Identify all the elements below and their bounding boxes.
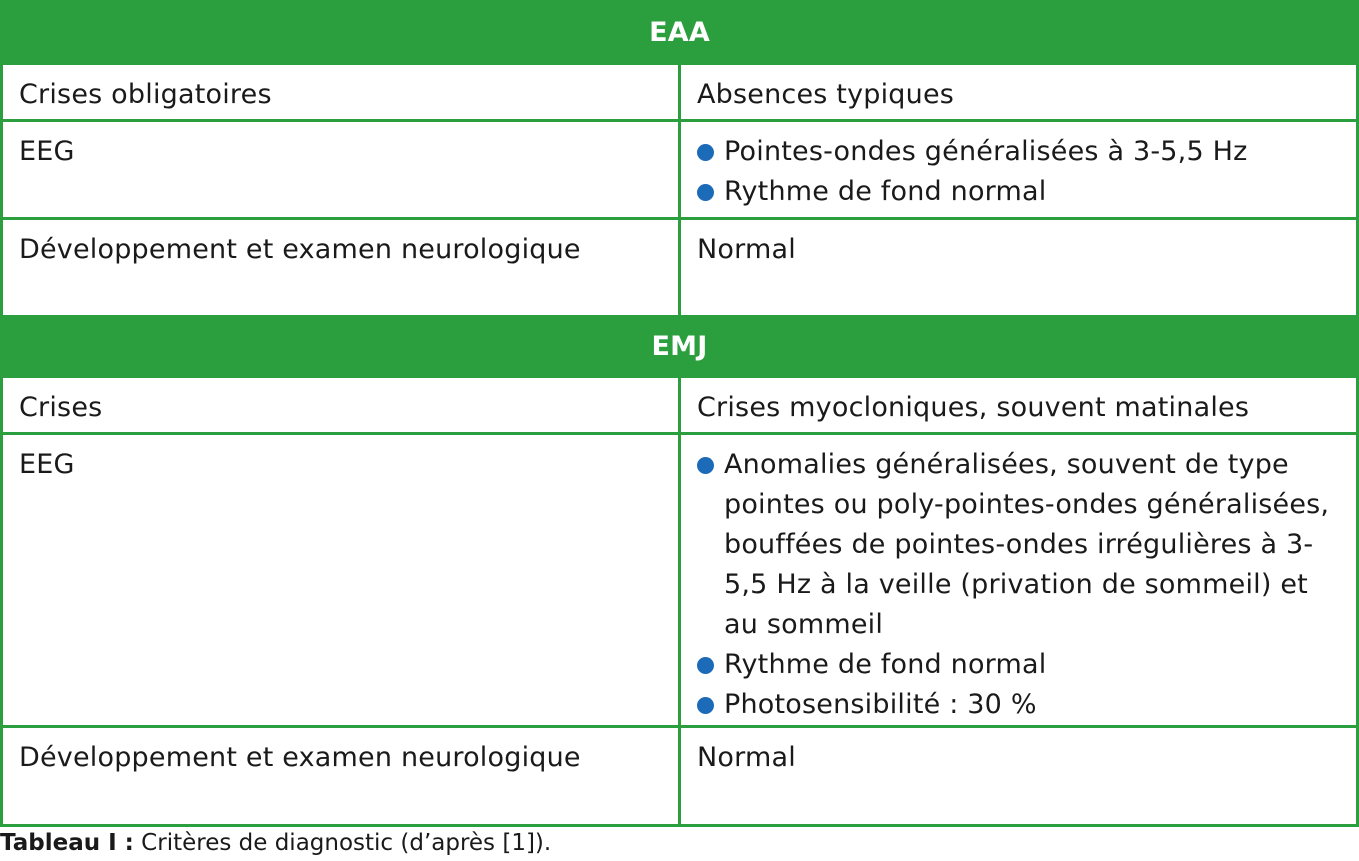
- row-value: Absences typiques: [680, 64, 1358, 121]
- table-row: [2, 434, 1358, 727]
- section-header-emj: [2, 317, 1358, 377]
- list-item-text: Rythme de fond normal: [724, 649, 1047, 680]
- bullet-list: [697, 132, 1340, 212]
- table-row: [2, 727, 1358, 826]
- bullet-dot-icon: [697, 657, 714, 674]
- list-item-text: Anomalies généralisées, souvent de type pointes ou poly-pointes-ondes généralisées, bouffées de pointes-ondes irrégulières à 3-5,5 Hz à la veille (privation de sommeil) et au sommeil: [724, 449, 1330, 640]
- row-value: [680, 434, 1358, 727]
- row-value: Crises myocloniques, souvent matinales: [680, 377, 1358, 434]
- row-value: [680, 121, 1358, 219]
- row-label: Crises obligatoires: [2, 64, 680, 121]
- list-item: [697, 132, 1340, 172]
- bullet-list: [697, 445, 1340, 725]
- list-item: [697, 445, 1340, 645]
- bullet-dot-icon: [697, 457, 714, 474]
- row-label: EEG: [2, 434, 680, 727]
- list-item-text: Photosensibilité : 30 %: [724, 689, 1037, 720]
- section-title: EAA: [2, 2, 1358, 64]
- section-header-eaa: [2, 2, 1358, 64]
- table-caption: [0, 827, 551, 859]
- bullet-dot-icon: [697, 144, 714, 161]
- caption-text: Critères de diagnostic (d’après [1]).: [141, 830, 552, 856]
- bullet-dot-icon: [697, 697, 714, 714]
- table-row: [2, 121, 1358, 219]
- row-label: Crises: [2, 377, 680, 434]
- row-label: EEG: [2, 121, 680, 219]
- list-item-text: Pointes-ondes généralisées à 3-5,5 Hz: [724, 136, 1248, 167]
- row-label: Développement et examen neurologique: [2, 219, 680, 317]
- table-row: [2, 64, 1358, 121]
- bullet-dot-icon: [697, 184, 714, 201]
- caption-label: Tableau I :: [0, 830, 134, 856]
- list-item: [697, 685, 1340, 725]
- row-value: Normal: [680, 219, 1358, 317]
- list-item: [697, 645, 1340, 685]
- list-item-text: Rythme de fond normal: [724, 176, 1047, 207]
- row-label: Développement et examen neurologique: [2, 727, 680, 826]
- row-value: Normal: [680, 727, 1358, 826]
- table-row: [2, 377, 1358, 434]
- table-row: [2, 219, 1358, 317]
- list-item: [697, 172, 1340, 212]
- section-title: EMJ: [2, 317, 1358, 377]
